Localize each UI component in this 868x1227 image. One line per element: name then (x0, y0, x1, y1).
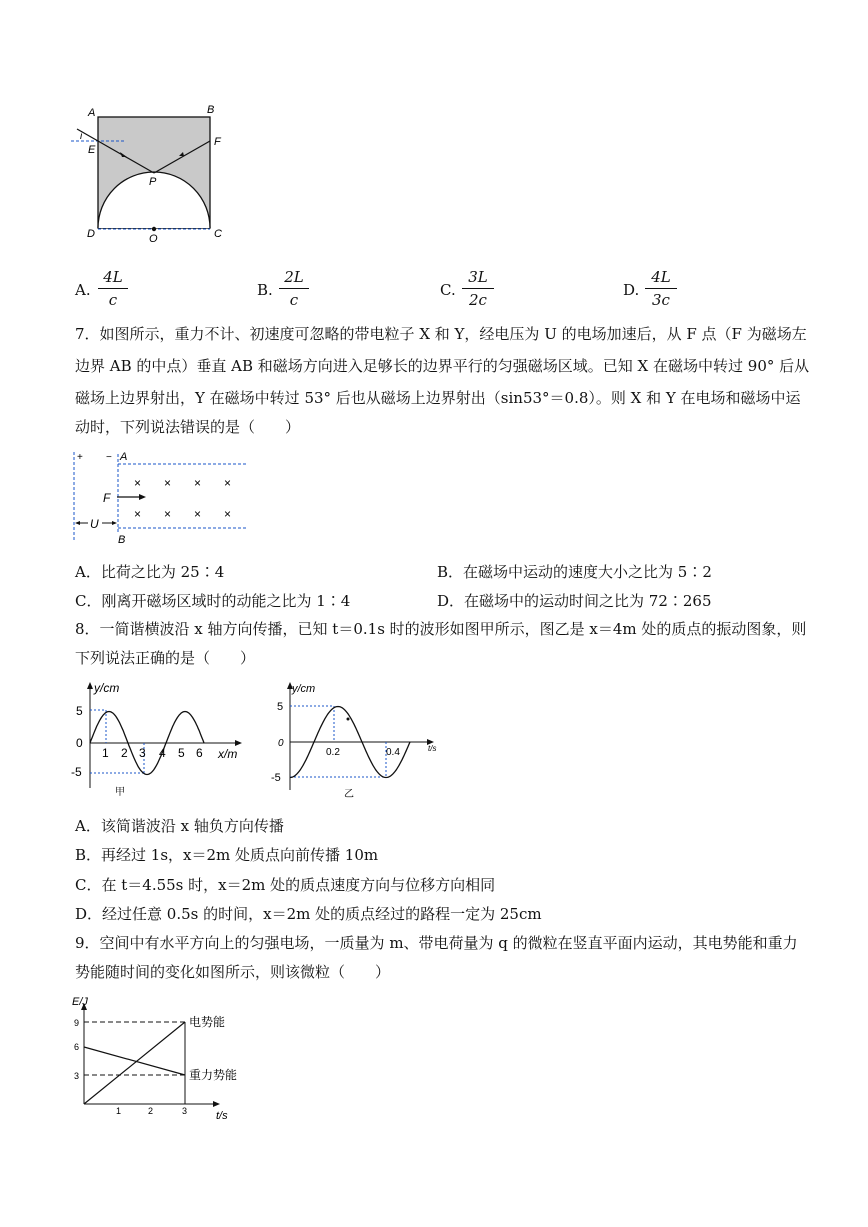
y-axis-label: E/J (72, 996, 88, 1008)
q8-option-d: D．经过任意 0.5s 的时间，x＝2m 处的质点经过的路程一定为 25cm (75, 905, 542, 923)
x-tick-1: 1 (116, 1106, 122, 1116)
cross-mark: × (224, 507, 232, 521)
q6-option-c-label: C. (440, 281, 456, 299)
x-tick-4: 4 (159, 746, 166, 760)
q9-graph (66, 993, 256, 1121)
x-tick-2: 2 (121, 746, 128, 760)
x-tick-0.4: 0.4 (386, 747, 400, 758)
x-tick-0.2: 0.2 (326, 747, 340, 758)
minus-sign: − (106, 452, 112, 463)
y-tick-5: 5 (277, 701, 284, 713)
y-tick-9: 9 (74, 1018, 80, 1028)
x-tick-5: 5 (178, 746, 185, 760)
q7-option-a: A．比荷之比为 25∶4 (75, 563, 225, 581)
y-tick-6: 6 (74, 1042, 80, 1052)
y-tick-neg5: -5 (71, 765, 82, 779)
y-tick-neg5: -5 (271, 772, 281, 784)
x-tick-3: 3 (139, 746, 146, 760)
caption-yi: 乙 (344, 789, 354, 800)
q8-option-b: B．再经过 1s，x＝2m 处质点向前传播 10m (75, 846, 379, 864)
q8-option-a: A．该简谐波沿 x 轴负方向传播 (75, 817, 284, 835)
q7-stem-line-1: 7．如图所示，重力不计、初速度可忽略的带电粒子 X 和 Y，经电压为 U 的电场加速后，从 F 点（F 为磁场左 (75, 325, 807, 343)
cross-mark: × (194, 476, 202, 490)
cross-mark: × (134, 507, 142, 521)
y-tick-5: 5 (76, 704, 83, 718)
x-tick-3: 3 (182, 1106, 188, 1116)
label-E: E (88, 144, 96, 156)
caption-jia: 甲 (115, 787, 125, 798)
label-A: A (88, 107, 96, 119)
label-A: A (120, 451, 128, 463)
electric-potential-line (84, 1022, 185, 1104)
x-axis-label: t/s (428, 744, 437, 753)
cross-mark: × (164, 507, 172, 521)
x-axis-label: t/s (216, 1110, 228, 1121)
label-F: F (214, 136, 221, 148)
q7-stem-line-3: 磁场上边界射出，Y 在磁场中转过 53° 后也从磁场上边界射出（sin53°＝0.8）。则 X 和 Y 在电场和磁场中运 (75, 389, 801, 407)
y-axis-label: y/cm (94, 681, 120, 695)
label-B: B (207, 104, 215, 116)
y-tick-0: 0 (278, 738, 284, 749)
plus-sign: + (77, 452, 83, 463)
q8-stem-line-2: 下列说法正确的是（ ） (75, 649, 256, 667)
q8-graph-yi (268, 678, 448, 800)
label-D: D (87, 228, 95, 240)
q6-option-a-fraction: 4L c (98, 268, 128, 309)
q6-option-d-label: D. (623, 281, 640, 299)
q6-option-c-fraction: 3L 2c (462, 268, 494, 309)
q6-figure (65, 100, 235, 248)
q6-option-b-label: B. (257, 281, 273, 299)
y-tick-0: 0 (76, 736, 83, 750)
y-tick-3: 3 (74, 1071, 80, 1081)
gravity-potential-line (84, 1047, 185, 1075)
q7-option-c: C．刚离开磁场区域时的动能之比为 1∶4 (75, 592, 351, 610)
q7-stem-line-4: 动时，下列说法错误的是（ ） (75, 418, 301, 436)
label-i: i (80, 131, 83, 142)
label-electric: 电势能 (189, 1015, 226, 1029)
q6-option-b-fraction: 2L c (279, 268, 309, 309)
q7-figure (62, 448, 252, 546)
q6-option-d-fraction: 4L 3c (645, 268, 677, 309)
q9-stem-line-2: 势能随时间的变化如图所示，则该微粒（ ） (75, 963, 391, 981)
q8-stem-line-1: 8．一简谐横波沿 x 轴方向传播，已知 t＝0.1s 时的波形如图甲所示，图乙是 x＝4m 处的质点的振动图象，则 (75, 620, 807, 638)
x-tick-6: 6 (196, 746, 203, 760)
q9-stem-line-1: 9．空间中有水平方向上的匀强电场，一质量为 m、带电荷量为 q 的微粒在竖直平面内运动，其电势能和重力 (75, 934, 798, 952)
q7-option-d: D．在磁场中的运动时间之比为 72∶265 (437, 592, 712, 610)
q8-option-c: C．在 t＝4.55s 时，x＝2m 处的质点速度方向与位移方向相同 (75, 876, 496, 894)
q7-stem-line-2: 边界 AB 的中点）垂直 AB 和磁场方向进入足够长的边界平行的匀强磁场区域。已知 X 在磁场中转过 90° 后从 (75, 357, 810, 375)
label-U: U (90, 517, 99, 531)
label-C: C (214, 228, 222, 240)
cross-mark: × (194, 507, 202, 521)
y-axis-label: y/cm (292, 683, 316, 695)
q8-graph-jia (68, 678, 253, 800)
label-O: O (149, 233, 158, 245)
q6-option-a-label: A. (75, 281, 91, 299)
x-tick-1: 1 (102, 746, 109, 760)
label-B: B (118, 534, 126, 546)
cross-mark: × (134, 476, 142, 490)
label-F: F (103, 491, 111, 505)
q7-option-b: B．在磁场中运动的速度大小之比为 5∶2 (437, 563, 712, 581)
cross-mark: × (164, 476, 172, 490)
cross-mark: × (224, 476, 232, 490)
x-axis-label: x/m (218, 747, 238, 761)
x-tick-2: 2 (148, 1106, 154, 1116)
label-gravity: 重力势能 (189, 1068, 238, 1082)
label-P: P (149, 176, 157, 188)
